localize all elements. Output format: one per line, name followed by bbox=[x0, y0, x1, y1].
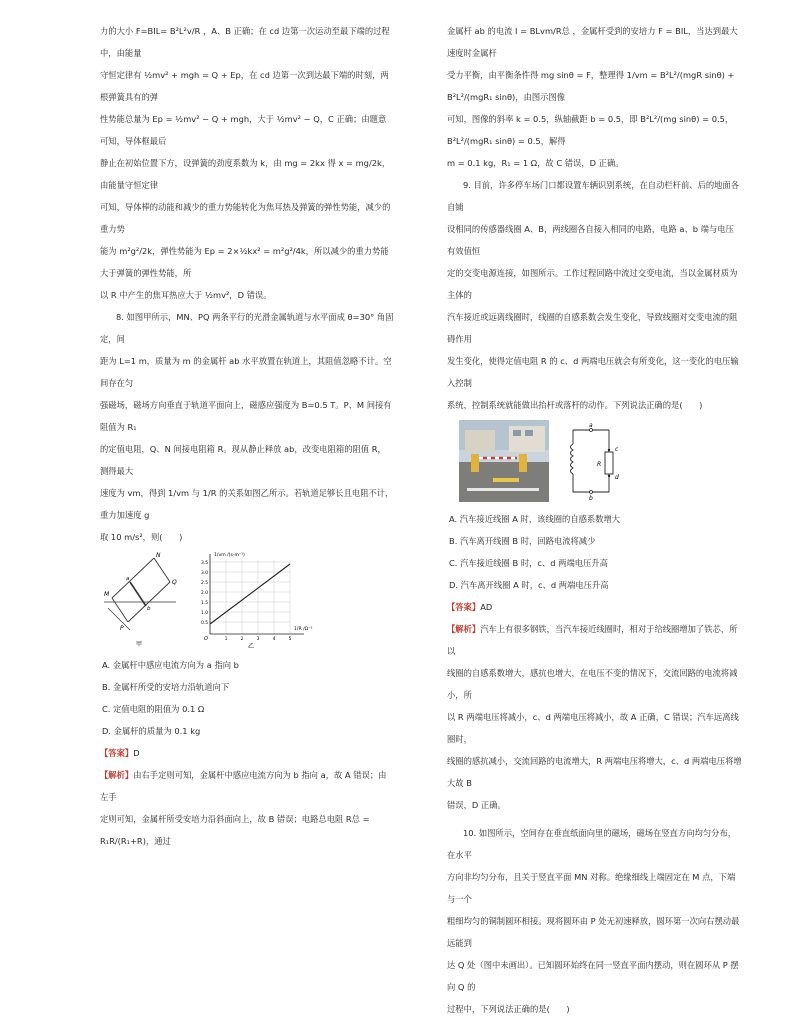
analysis-line: 错误，D 正确。 bbox=[447, 800, 506, 810]
solution-line: 能为 m²g²/2k，弹性势能为 Ep = 2×½kx² = m²g²/4k，所以减少的重力势能大于弹簧的弹性势能，所 bbox=[100, 246, 389, 278]
graph-origin: O bbox=[204, 636, 208, 642]
analysis-line bbox=[447, 618, 742, 662]
question-8-line: 8. 如图甲所示，MN、PQ 两条平行的光滑金属轨道与水平面成 θ=30° 角固定，间 bbox=[100, 312, 394, 344]
graph-line bbox=[210, 564, 290, 624]
y-tick: 1.5 bbox=[201, 601, 208, 606]
question-9-line: 定的交变电源连接，如图所示。工作过程回路中流过交变电流，当以金属材质为主体的 bbox=[447, 268, 738, 300]
terminal-c-label: c bbox=[615, 446, 619, 453]
x-tick: 3 bbox=[256, 637, 260, 642]
question-9-line: 汽车接近或远离线圈时，线圈的自感系数会发生变化，导致线圈对交变电流的阻碍作用 bbox=[447, 312, 738, 344]
solution-line: 可知，导体棒的动能和减少的重力势能转化为焦耳热及弹簧的弹性势能，减少的重力势 bbox=[100, 202, 391, 234]
inclined-rail-figure bbox=[100, 550, 180, 650]
question-8-line: 速度为 vm，得到 1/vm 与 1/R 的关系如图乙所示。若轨道足够长且电阻不计，重力加速度 g bbox=[100, 488, 394, 520]
svg-text:b: b bbox=[147, 606, 151, 612]
question-10-line: 达 Q 处（图中未画出）。已知圆环始终在同一竖直平面内摆动，则在圆环从 P 摆向 Q 的 bbox=[447, 960, 739, 992]
option-c: C. 定值电阻的阻值为 0.1 Ω bbox=[102, 704, 205, 714]
option-d: D. 金属杆的质量为 0.1 kg bbox=[102, 726, 201, 736]
terminal-d-label: d bbox=[615, 474, 619, 481]
question-10-line: 过程中，下列说法正确的是( ) bbox=[447, 1004, 570, 1014]
question-9-figures bbox=[459, 420, 742, 504]
figure-yi-label: 乙 bbox=[248, 643, 255, 650]
svg-text:M: M bbox=[104, 591, 110, 598]
y-tick: 0.5 bbox=[201, 621, 208, 626]
solution-line: 守恒定律有 ½mv² + mgh = Q + Ep，在 cd 边第一次到达最下端的时刻，两根弹簧具有的弹 bbox=[100, 70, 389, 102]
graph-y-label: 1/vm /(s·m⁻¹) bbox=[214, 553, 245, 558]
analysis-text: 汽车上有很多钢铁，当汽车接近线圈时，相对于给线圈增加了铁芯，所以 bbox=[447, 624, 738, 656]
solution-line: 可知，图像的斜率 k = 0.5，纵轴截距 b = 0.5，即 B²L²/(mg sinθ) = 0.5，B²L²/(mgR₁ sinθ) = 0.5，解得 bbox=[447, 114, 734, 146]
y-tick: 2.0 bbox=[201, 591, 208, 596]
analysis-line: 定则可知，金属杆所受安培力沿斜面向上，故 B 错误；电路总电阻 R总 = R₁R/(R₁+R)，通过 bbox=[100, 814, 370, 846]
left-column bbox=[100, 20, 394, 852]
y-tick: 1.0 bbox=[201, 611, 208, 616]
question-10-line: 粗细均匀的铜制圆环相接。现将圆环由 P 处无初速释放，圆环第一次向右摆动最远能到 bbox=[447, 916, 740, 948]
question-8-figures bbox=[100, 550, 394, 650]
solution-line: 力的大小 F=BIL= B²L²v/R ，A、B 正确；在 cd 边第一次运动至最下端的过程中，由能量 bbox=[100, 26, 390, 58]
question-9-line: 系统，控制系统就能做出抬杆或落杆的动作。下列说法正确的是( ) bbox=[447, 400, 703, 410]
y-tick: 3.5 bbox=[201, 561, 208, 566]
solution-line: 性势能总量为 Ep = ½mv² − Q + mgh，大于 ½mv² − Q，C 正确；由题意可知，导体框最后 bbox=[100, 114, 387, 146]
parking-gate-photo bbox=[459, 420, 549, 502]
x-tick: 1 bbox=[224, 637, 228, 642]
option-a: A. 汽车接近线圈 A 时，该线圈的自感系数增大 bbox=[449, 514, 621, 524]
answer-tag: 【答案】 bbox=[100, 748, 134, 758]
analysis-tag: 【解析】 bbox=[447, 624, 481, 634]
answer-line bbox=[447, 596, 742, 618]
option-c: C. 汽车接近线圈 B 时，c、d 两端电压升高 bbox=[449, 558, 608, 568]
right-column bbox=[447, 20, 742, 1020]
x-tick: 2 bbox=[240, 637, 244, 642]
answer-line bbox=[100, 742, 394, 764]
y-tick: 2.5 bbox=[201, 581, 208, 586]
option-b: B. 汽车离开线圈 B 时，回路电流将减少 bbox=[449, 536, 596, 546]
solution-line: 静止在初始位置下方，设弹簧的劲度系数为 k，由 mg = 2kx 得 x = mg/2k，由能量守恒定律 bbox=[100, 158, 391, 190]
resistor-label: R bbox=[597, 461, 602, 468]
option-a: A. 金属杆中感应电流方向为 a 指向 b bbox=[102, 660, 239, 670]
analysis-line: 以 R 两端电压将减小，c、d 两端电压将减小，故 A 正确，C 错误；汽车远离线圈时， bbox=[447, 712, 739, 744]
figure-jia-label: 甲 bbox=[136, 641, 143, 648]
option-b: B. 金属杆所受的安培力沿轨道向下 bbox=[102, 682, 230, 692]
answer-value: D bbox=[133, 748, 140, 758]
inverse-speed-graph bbox=[192, 550, 322, 650]
analysis-line: 线圈的感抗减小，交流回路的电流增大，R 两端电压将增大，c、d 两端电压将增大故 B bbox=[447, 756, 742, 788]
analysis-text: 由右手定则可知，金属杆中感应电流方向为 b 指向 a，故 A 错误；由左手 bbox=[100, 770, 387, 802]
coil-circuit-diagram bbox=[559, 420, 629, 502]
x-tick: 5 bbox=[288, 637, 292, 642]
solution-line: 金属杆 ab 的电流 I = BLvm/R总 ，金属杆受到的安培力 F = BIL，当达到最大速度时金属杆 bbox=[447, 26, 738, 58]
question-8-line: 强磁场，磁场方向垂直于轨道平面向上，磁感应强度为 B=0.5 T。P、M 间接有阻值为 R₁ bbox=[100, 400, 392, 432]
solution-line: 受力平衡，由平衡条件得 mg sinθ = F，整理得 1/vm = B²L²/(mgR sinθ) + B²L²/(mgR₁ sinθ)，由图示图像 bbox=[447, 70, 735, 102]
question-10-line: 10. 如图所示，空间存在垂直纸面向里的磁场，磁场在竖直方向均匀分布，在水平 bbox=[447, 828, 737, 860]
svg-text:a: a bbox=[126, 576, 130, 582]
question-8-line: 取 10 m/s²，则( ) bbox=[100, 532, 183, 542]
question-8-line: 距为 L=1 m，质量为 m 的金属杆 ab 水平放置在轨道上，其阻值忽略不计。空间存在匀 bbox=[100, 356, 392, 388]
analysis-line: 线圈的自感系数增大，感抗也增大，在电压不变的情况下，交流回路的电流将减小，所 bbox=[447, 668, 738, 700]
svg-text:Q: Q bbox=[172, 579, 177, 586]
y-tick: 3.0 bbox=[201, 571, 208, 576]
terminal-b-label: b bbox=[589, 495, 593, 502]
analysis-line bbox=[100, 764, 394, 808]
graph-x-label: 1/R /Ω⁻¹ bbox=[294, 627, 313, 632]
option-d: D. 汽车离开线圈 A 时，c、d 两端电压升高 bbox=[449, 580, 609, 590]
question-9-line: 发生变化，使得定值电阻 R 的 c、d 两端电压就会有所变化，这一变化的电压输入控制 bbox=[447, 356, 739, 388]
analysis-tag: 【解析】 bbox=[100, 770, 134, 780]
terminal-a-label: a bbox=[589, 422, 593, 429]
svg-text:P: P bbox=[120, 625, 124, 632]
svg-text:N: N bbox=[156, 552, 161, 559]
x-tick: 4 bbox=[272, 637, 276, 642]
answer-tag: 【答案】 bbox=[447, 602, 481, 612]
question-10-line: 方向非均匀分布，且关于竖直平面 MN 对称。绝缘细线上端固定在 M 点，下端与一个 bbox=[447, 872, 736, 904]
question-9-line: 设相同的传感器线圈 A、B，两线圈各自接入相同的电路，电路 a、b 端与电压有效值恒 bbox=[447, 224, 734, 256]
question-9-line: 9. 目前，许多停车场门口都设置车辆识别系统，在自动栏杆前、后的地面各自铺 bbox=[447, 180, 740, 212]
solution-line: m = 0.1 kg，R₁ = 1 Ω，故 C 错误，D 正确。 bbox=[447, 158, 624, 168]
solution-line: 以 R 中产生的焦耳热应大于 ½mv²，D 错误。 bbox=[100, 290, 272, 300]
question-8-line: 的定值电阻，Q、N 间接电阻箱 R。现从静止释放 ab，改变电阻箱的阻值 R，测得最大 bbox=[100, 444, 386, 476]
answer-value: AD bbox=[480, 602, 493, 612]
